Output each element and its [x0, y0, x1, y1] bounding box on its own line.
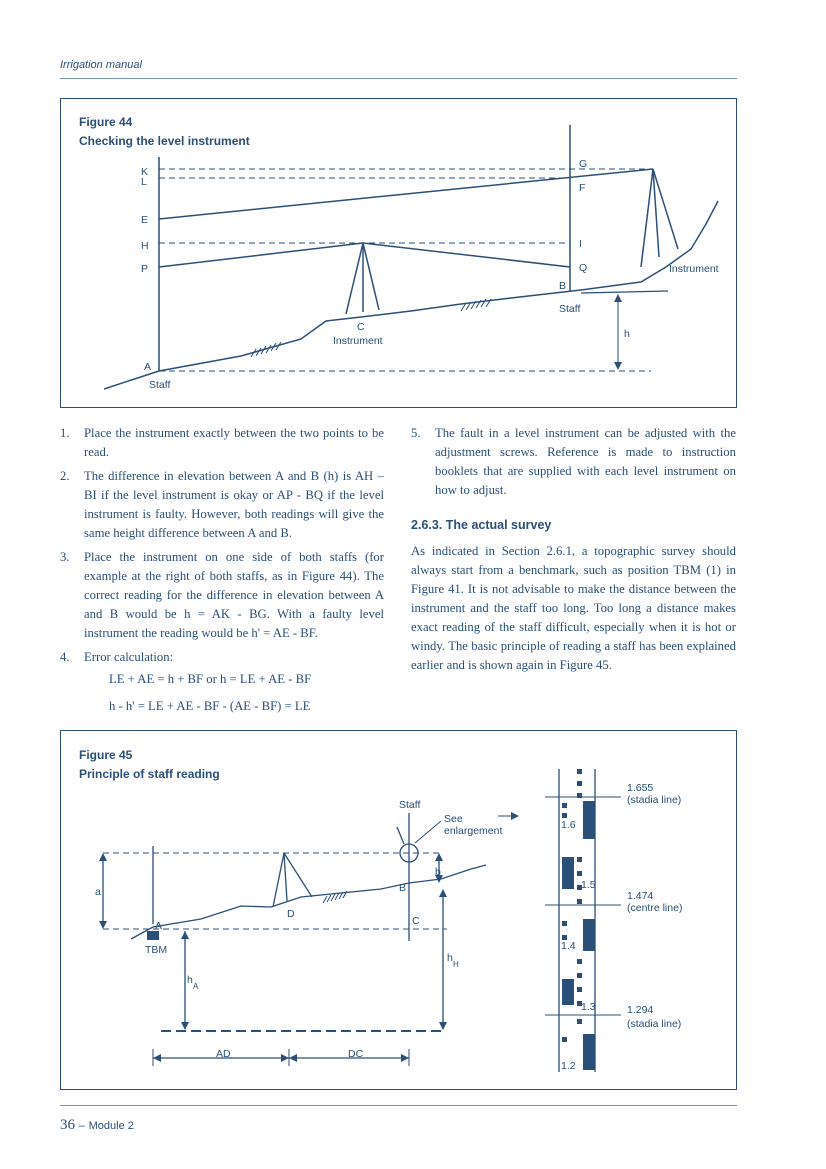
list-text: The difference in elevation between A and B (h) is AH – BI if the level instrument is okay or AP - BQ if the level instrument is faulty. However, both readings will give the same height difference between A and B. — [84, 469, 384, 540]
footer-rule — [60, 1105, 737, 1106]
staff-tick-1-3: 1.3 — [581, 1001, 596, 1013]
formula-1: LE + AE = h + BF or h = LE + AE - BF — [109, 672, 312, 686]
list-text: Place the instrument on one side of both staffs (for example at the right of both staffs, as in Figure 44). The correct reading for the difference in elevation between A and B would be h = AK - BG. With a faulty level instrument the reading would be h' = AE - BF. — [84, 550, 384, 640]
list-item-5 — [411, 424, 736, 500]
label-C: C — [357, 321, 365, 333]
label-a: a — [95, 886, 101, 898]
reading-1-value: 1.655 — [627, 782, 654, 794]
label-hH: h — [447, 952, 453, 964]
page-number: 36 — [60, 1117, 75, 1133]
label-enlargement: enlargement — [444, 825, 503, 837]
label-P: P — [141, 263, 149, 275]
footer-module: Module 2 — [88, 1120, 134, 1132]
figure-45-number: Figure 45 — [79, 748, 133, 762]
label-staff: Staff — [399, 799, 421, 811]
list-text: The fault in a level instrument can be adjusted with the adjustment screws. Reference is made to instruction booklets that are supplied with each level instrument on how to adjust. — [435, 426, 736, 497]
label-staff-left: Staff — [149, 379, 171, 391]
figure-44-box — [60, 98, 737, 408]
label-instrument-right: Instrument — [669, 263, 719, 275]
list-text: Place the instrument exactly between the two points to be read. — [84, 426, 384, 459]
left-column — [60, 424, 384, 721]
list-num: 1. — [60, 426, 70, 440]
figure-44-title: Checking the level instrument — [79, 134, 250, 148]
staff-tick-1-2: 1.2 — [561, 1060, 576, 1072]
reading-2-label: (centre line) — [627, 902, 683, 914]
label-see: See — [444, 813, 463, 825]
label-H: H — [141, 240, 149, 252]
list-item-3 — [60, 548, 384, 643]
label-h: h — [624, 328, 630, 340]
reading-3-label: (stadia line) — [627, 1018, 682, 1030]
label-Q: Q — [579, 262, 588, 274]
label-AD: AD — [216, 1048, 231, 1060]
label-hA-sub: A — [193, 982, 199, 991]
page-footer — [60, 1117, 134, 1134]
label-staff-right: Staff — [559, 303, 581, 315]
list-text: Error calculation: — [84, 650, 174, 664]
label-L: L — [141, 176, 147, 188]
reading-1-label: (stadia line) — [627, 794, 682, 806]
list-num: 4. — [60, 650, 70, 664]
list-num: 3. — [60, 550, 70, 564]
label-B: B — [399, 882, 407, 894]
label-b: b — [435, 866, 441, 878]
figure-45-diagram — [61, 731, 735, 1088]
label-hA: h — [187, 974, 193, 986]
header-rule — [60, 78, 737, 79]
label-K: K — [141, 166, 149, 178]
label-I: I — [579, 238, 582, 250]
label-A: A — [155, 920, 163, 932]
running-header: Irrigation manual — [60, 59, 142, 71]
staff-tick-1-4: 1.4 — [561, 940, 576, 952]
label-G: G — [579, 158, 588, 170]
label-TBM: TBM — [145, 944, 168, 956]
list-num: 5. — [411, 426, 421, 440]
label-hH-sub: H — [453, 960, 459, 969]
reading-2-value: 1.474 — [627, 890, 654, 902]
figure-44-number: Figure 44 — [79, 115, 133, 129]
formula-2: h - h' = LE + AE - BF - (AE - BF) = LE — [109, 699, 311, 713]
label-F: F — [579, 182, 586, 194]
right-column — [411, 424, 736, 675]
staff-tick-1-6: 1.6 — [561, 819, 576, 831]
list-item-1 — [60, 424, 384, 462]
figure-45-box — [60, 730, 737, 1090]
label-E: E — [141, 214, 149, 226]
figure-44-diagram — [61, 99, 735, 406]
list-item-2 — [60, 467, 384, 543]
section-heading: 2.6.3. The actual survey — [411, 518, 552, 532]
staff-tick-1-5: 1.5 — [581, 879, 596, 891]
label-B: B — [559, 280, 567, 292]
section-paragraph: As indicated in Section 2.6.1, a topographic survey should always start from a benchmark, such as position TBM (1) in Figure 41. It is not advisable to make the distance between the instrument and the staff too long. Too long a distance makes exact reading of the staff difficult, especially when it is hot or windy. The basic principle of reading a staff has been explained earlier and is shown again in Figure 45. — [411, 544, 736, 672]
list-item-4 — [60, 648, 384, 716]
label-instrument-mid: Instrument — [333, 335, 383, 347]
label-C: C — [412, 915, 420, 927]
footer-dash: – — [78, 1120, 85, 1132]
list-num: 2. — [60, 469, 70, 483]
label-A: A — [144, 361, 152, 373]
reading-3-value: 1.294 — [627, 1004, 654, 1016]
label-DC: DC — [348, 1048, 364, 1060]
label-D: D — [287, 908, 295, 920]
figure-45-title: Principle of staff reading — [79, 767, 220, 781]
